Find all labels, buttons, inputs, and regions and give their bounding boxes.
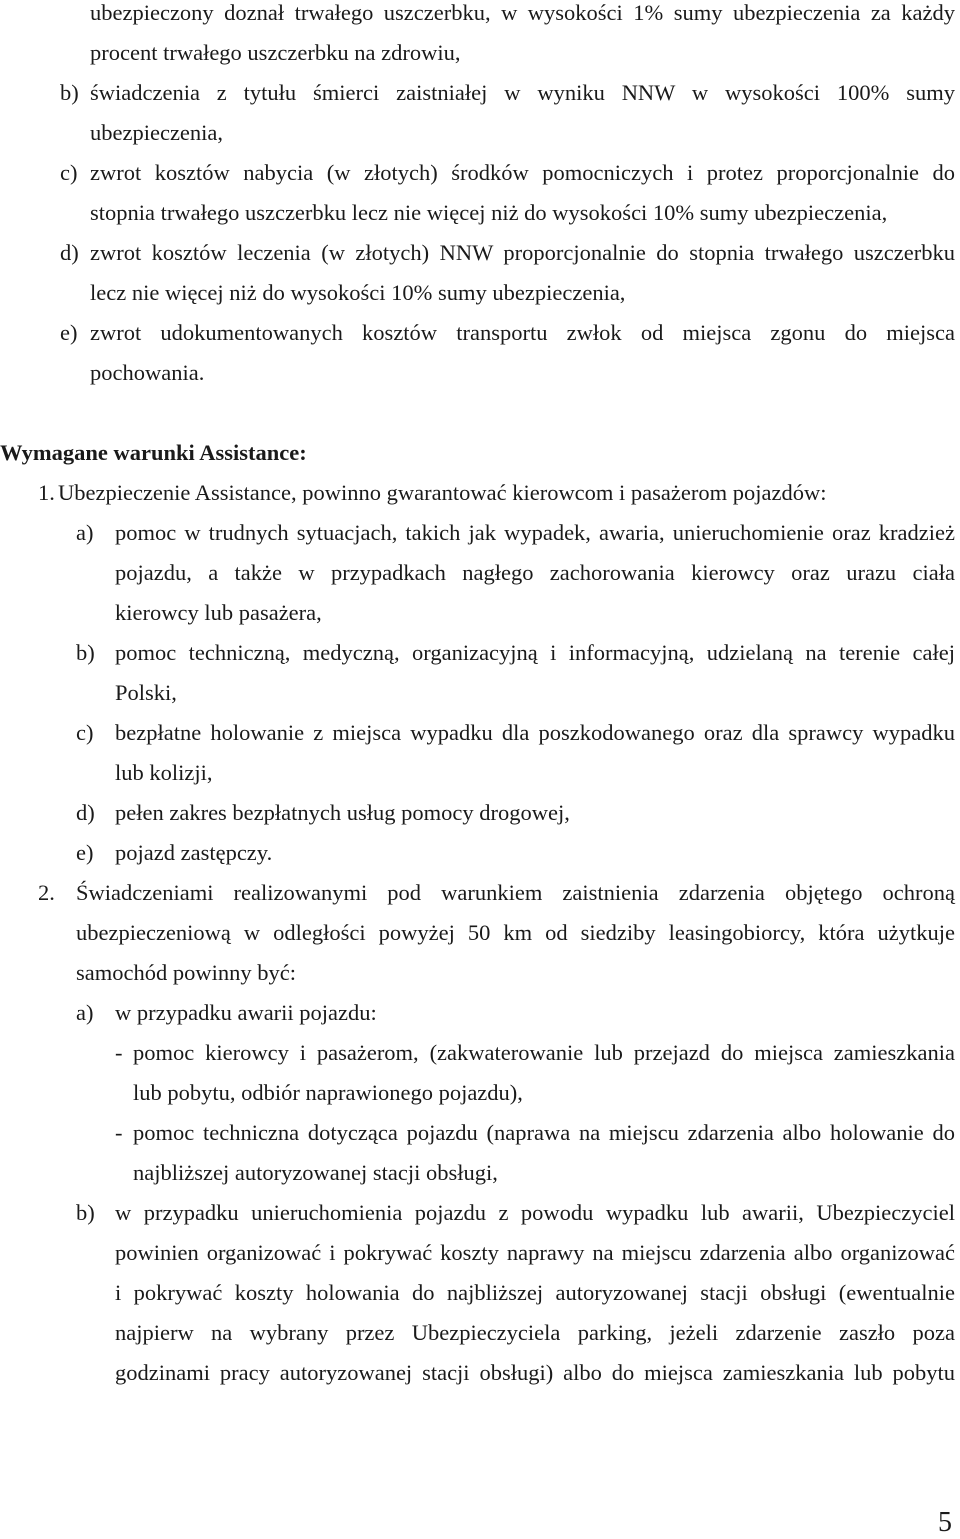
section-line: samochód powinny być: (76, 960, 296, 985)
page-number: 5 (938, 1507, 952, 1538)
list-item-marker: b) (60, 80, 79, 105)
list-item-line: pojazdu, a także w przypadkach nagłego zachorowania kierowcy oraz urazu ciała (115, 560, 955, 585)
section-number: 1. (38, 480, 55, 505)
list-item-line: powinien organizować i pokrywać koszty naprawy na miejscu zdarzenia albo organizować (115, 1240, 955, 1265)
list-item-line: i pokrywać koszty holowania do najbliższej autoryzowanej stacji obsługi (ewentualnie (115, 1280, 955, 1305)
list-item-marker: a) (76, 1000, 94, 1025)
section-line: ubezpieczeniową w odległości powyżej 50 km od siedziby leasingobiorcy, która użytkuje (76, 920, 955, 945)
list-item-line: pochowania. (90, 360, 205, 385)
paragraph-line: procent trwałego uszczerbku na zdrowiu, (90, 40, 461, 65)
sub-list-item-marker: - (115, 1040, 123, 1065)
list-item-marker: c) (60, 160, 78, 185)
section-heading: Wymagane warunki Assistance: (0, 440, 307, 465)
list-item-line: w przypadku unieruchomienia pojazdu z powodu wypadku lub awarii, Ubezpieczyciel (115, 1200, 955, 1225)
list-item-line: pełen zakres bezpłatnych usług pomocy drogowej, (115, 800, 570, 825)
list-item-line: świadczenia z tytułu śmierci zaistniałej w wyniku NNW w wysokości 100% sumy (90, 80, 955, 105)
section-number: 2. (38, 880, 55, 905)
list-item-marker: a) (76, 520, 94, 545)
sub-list-item-line: lub pobytu, odbiór naprawionego pojazdu), (133, 1080, 523, 1105)
sub-list-item-line: najbliższej autoryzowanej stacji obsługi, (133, 1160, 498, 1185)
list-item-marker: d) (60, 240, 79, 265)
list-item-line: pomoc w trudnych sytuacjach, takich jak wypadek, awaria, unieruchomienie oraz kradzież (115, 520, 955, 545)
list-item-line: stopnia trwałego uszczerbku lecz nie więcej niż do wysokości 10% sumy ubezpieczenia, (90, 200, 888, 225)
list-item-marker: b) (76, 640, 95, 665)
section-line: Ubezpieczenie Assistance, powinno gwarantować kierowcom i pasażerom pojazdów: (58, 480, 827, 505)
list-item-line: kierowcy lub pasażera, (115, 600, 322, 625)
list-item-line: zwrot kosztów nabycia (w złotych) środków pomocniczych i protez proporcjonalnie do (90, 160, 955, 185)
list-item-line: ubezpieczenia, (90, 120, 224, 145)
list-item-marker: c) (76, 720, 94, 745)
list-item-line: lecz nie więcej niż do wysokości 10% sumy ubezpieczenia, (90, 280, 626, 305)
list-item-marker: e) (76, 840, 94, 865)
list-item-line: godzinami pracy autoryzowanej stacji obsługi) albo do miejsca zamieszkania lub pobytu (115, 1360, 955, 1385)
list-item-marker: e) (60, 320, 78, 345)
list-item-line: zwrot udokumentowanych kosztów transportu zwłok od miejsca zgonu do miejsca (90, 320, 955, 345)
list-item-line: Polski, (115, 680, 177, 705)
list-item-marker: b) (76, 1200, 95, 1225)
sub-list-item-line: pomoc kierowcy i pasażerom, (zakwaterowanie lub przejazd do miejsca zamieszkania (133, 1040, 955, 1065)
list-item-marker: d) (76, 800, 95, 825)
list-item-line: pomoc techniczną, medyczną, organizacyjną i informacyjną, udzielaną na terenie całej (115, 640, 955, 665)
list-item-line: bezpłatne holowanie z miejsca wypadku dla poszkodowanego oraz dla sprawcy wypadku (115, 720, 955, 745)
sub-list-item-line: pomoc techniczna dotycząca pojazdu (naprawa na miejscu zdarzenia albo holowanie do (133, 1120, 955, 1145)
paragraph-line: ubezpieczony doznał trwałego uszczerbku, w wysokości 1% sumy ubezpieczenia za każdy (90, 0, 955, 25)
list-item-line: lub kolizji, (115, 760, 213, 785)
list-item-line: w przypadku awarii pojazdu: (115, 1000, 377, 1025)
section-line: Świadczeniami realizowanymi pod warunkiem zaistnienia zdarzenia objętego ochroną (76, 880, 955, 905)
list-item-line: zwrot kosztów leczenia (w złotych) NNW proporcjonalnie do stopnia trwałego uszczerbku (90, 240, 955, 265)
list-item-line: pojazd zastępczy. (115, 840, 273, 865)
sub-list-item-marker: - (115, 1120, 123, 1145)
list-item-line: najpierw na wybrany przez Ubezpieczyciela parking, jeżeli zdarzenie zaszło poza (115, 1320, 955, 1345)
